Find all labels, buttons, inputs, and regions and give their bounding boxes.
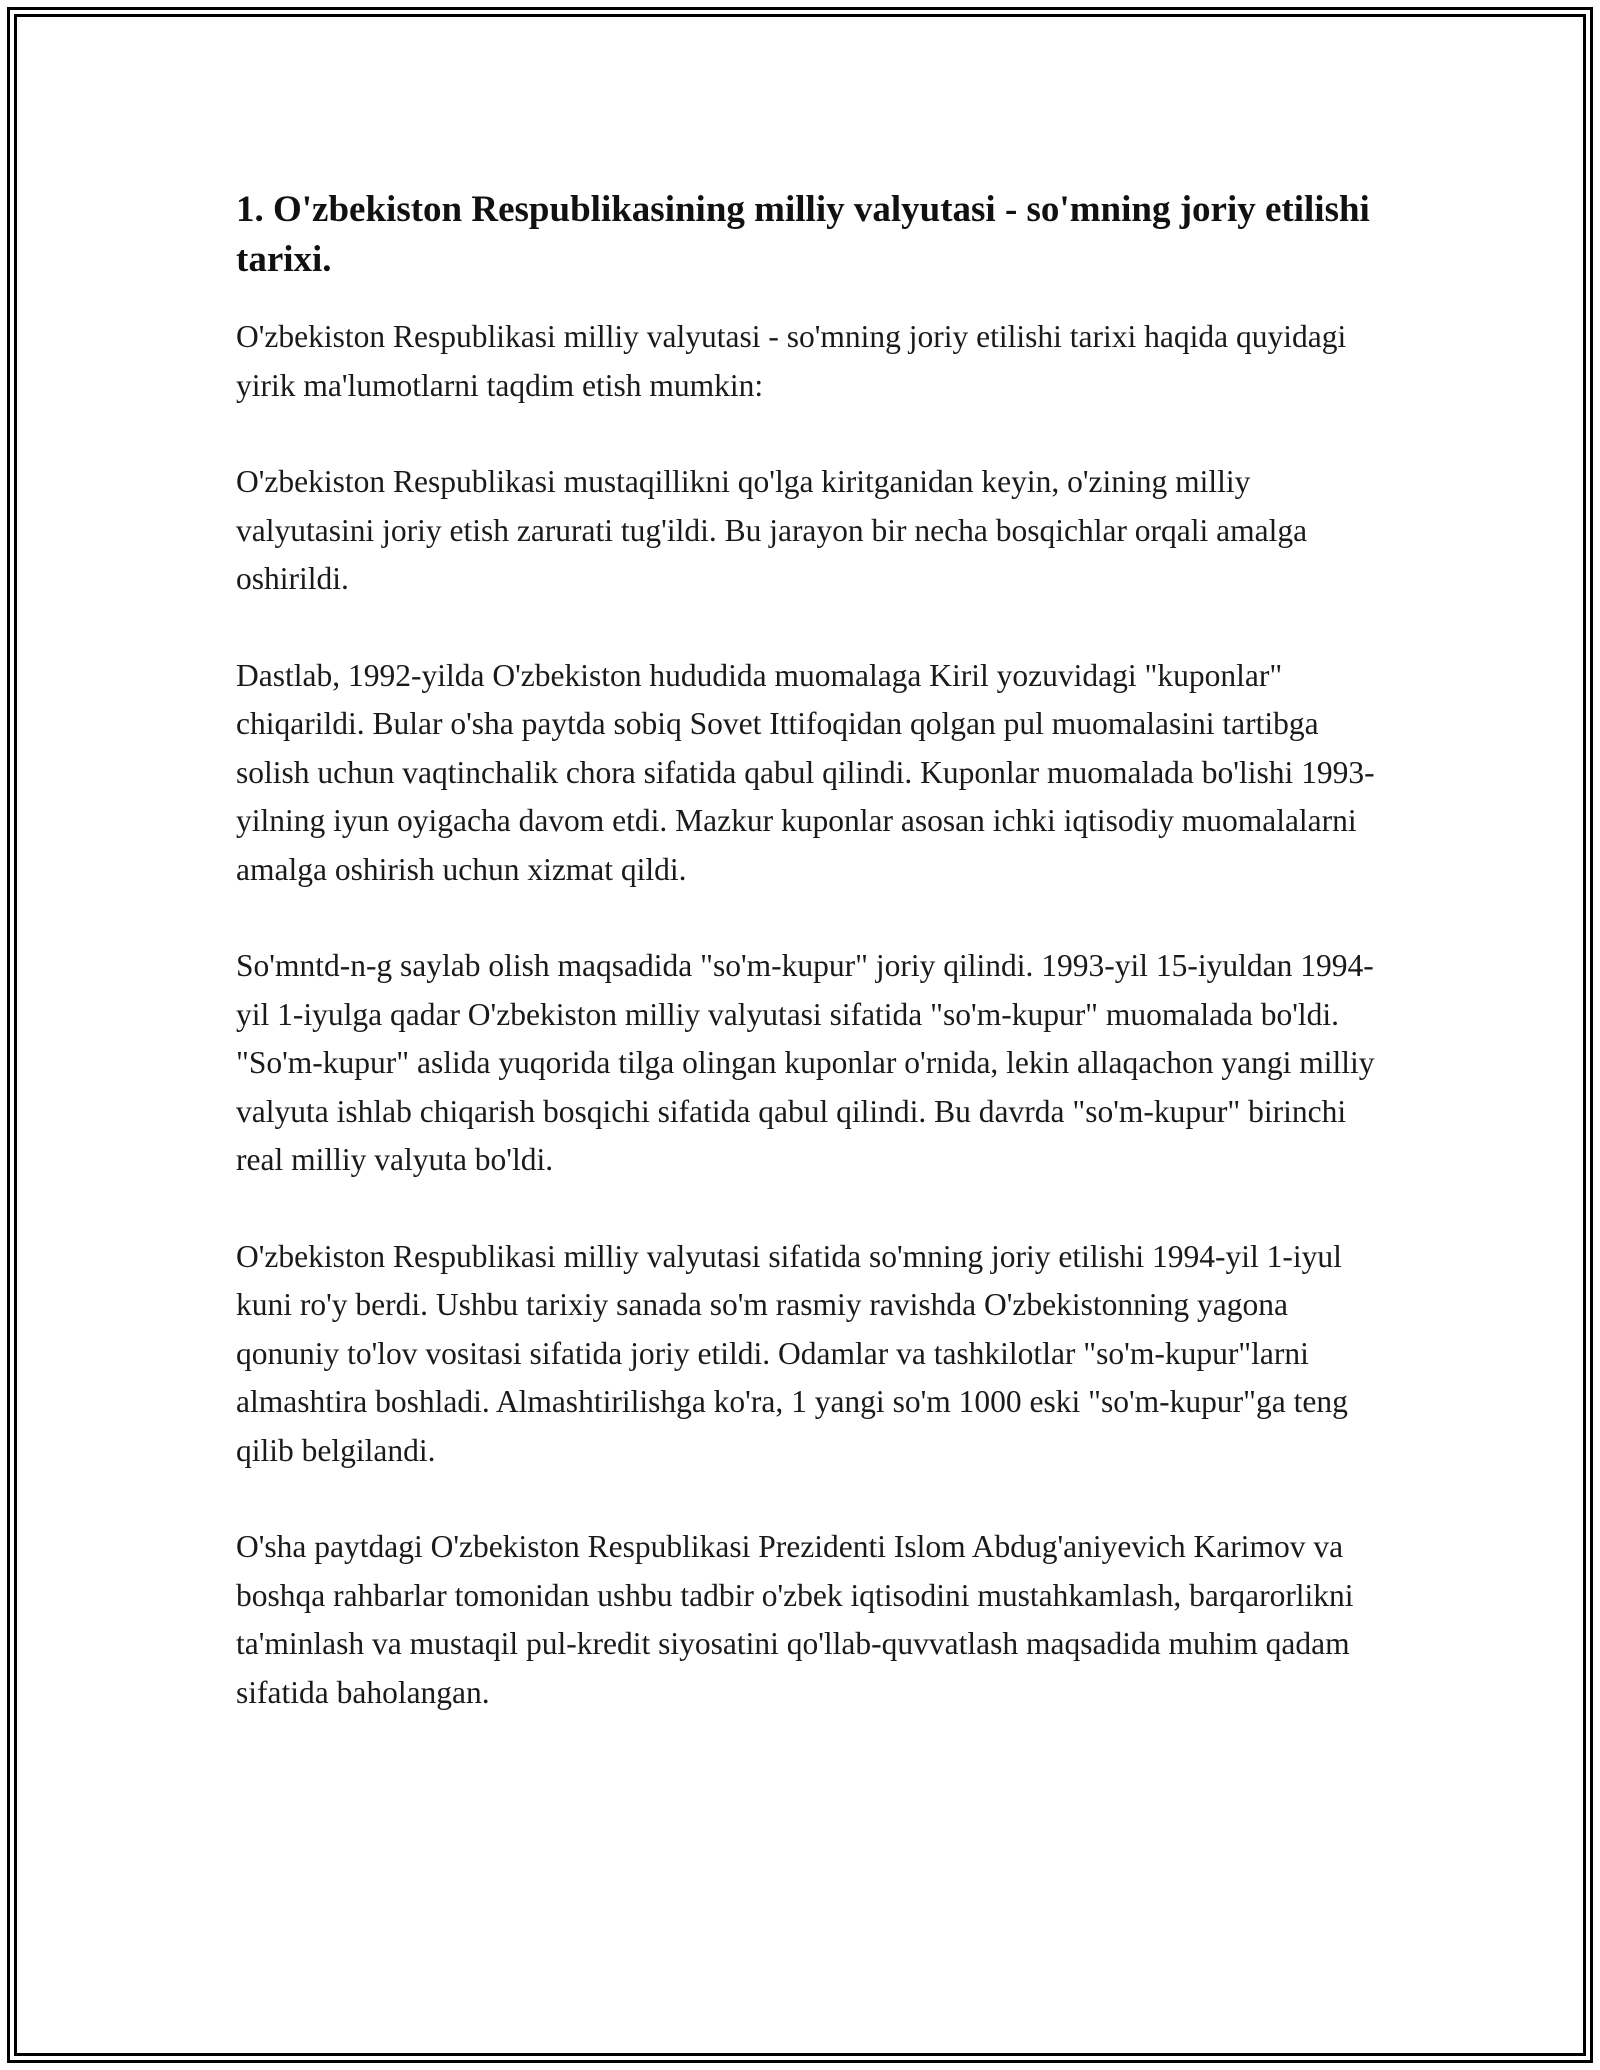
paragraph-assessment: O'sha paytdagi O'zbekiston Respublikasi Prezidenti Islom Abdug'aniyevich Karimov va boshqa rahbarlar tomonidan ushbu tadbir o'zbek iqtisodini mustahkamlash, barqarorlikni ta'minlash va mustaqil pul-kredit siyosatini qo'llab-quvvatlash maqsadida muhim qadam sifatida baholangan. (236, 1529, 1354, 1710)
paragraph-coupons: Dastlab, 1992-yilda O'zbekiston hududida muomalaga Kiril yozuvidagi "kuponlar" chiqarildi. Bular o'sha paytda sobiq Sovet Ittifoqidan qolgan pul muomalasini tartibga solish uchun vaqtinchalik chora sifatida qabul qilindi. Kuponlar muomalada bo'lishi 1993-yilning iyun oyigacha davom etdi. Mazkur kuponlar asosan ichki iqtisodiy muomalalarni amalga oshirish uchun xizmat qildi. (236, 657, 1375, 887)
paragraph-intro: O'zbekiston Respublikasi milliy valyutasi - so'mning joriy etilishi tarixi haqida quyidagi yirik ma'lumotlarni taqdim etish mumkin: (236, 319, 1347, 403)
section-title: 1. O'zbekiston Respublikasining milliy valyutasi - so'mning joriy etilishi tarixi. (236, 189, 1370, 280)
paragraph-som-kupur: So'mntd-n-g saylab olish maqsadida "so'm-kupur" joriy qilindi. 1993-yil 15-iyuldan 1994-yil 1-iyulga qadar O'zbekiston milliy valyutasi sifatida "so'm-kupur" muomalada bo'ldi. "So'm-kupur" aslida yuqorida tilga olingan kuponlar o'rnida, lekin allaqachon yangi milliy valyuta ishlab chiqarish bosqichi sifatida qabul qilindi. Bu davrda "so'm-kupur" birinchi real milliy valyuta bo'ldi. (236, 948, 1375, 1177)
document-body (236, 185, 1376, 1765)
paragraph-som-introduction: O'zbekiston Respublikasi milliy valyutasi sifatida so'mning joriy etilishi 1994-yil 1-iyul kuni ro'y berdi. Ushbu tarixiy sanada so'm rasmiy ravishda O'zbekistonning yagona qonuniy to'lov vositasi sifatida joriy etildi. Odamlar va tashkilotlar "so'm-kupur"larni almashtira boshladi. Almashtirilishga ko'ra, 1 yangi so'm 1000 eski "so'm-kupur"ga teng qilib belgilandi. (236, 1238, 1348, 1468)
paragraph-independence: O'zbekiston Respublikasi mustaqillikni qo'lga kiritganidan keyin, o'zining milliy valyutasini joriy etish zarurati tug'ildi. Bu jarayon bir necha bosqichlar orqali amalga oshirildi. (236, 464, 1308, 596)
